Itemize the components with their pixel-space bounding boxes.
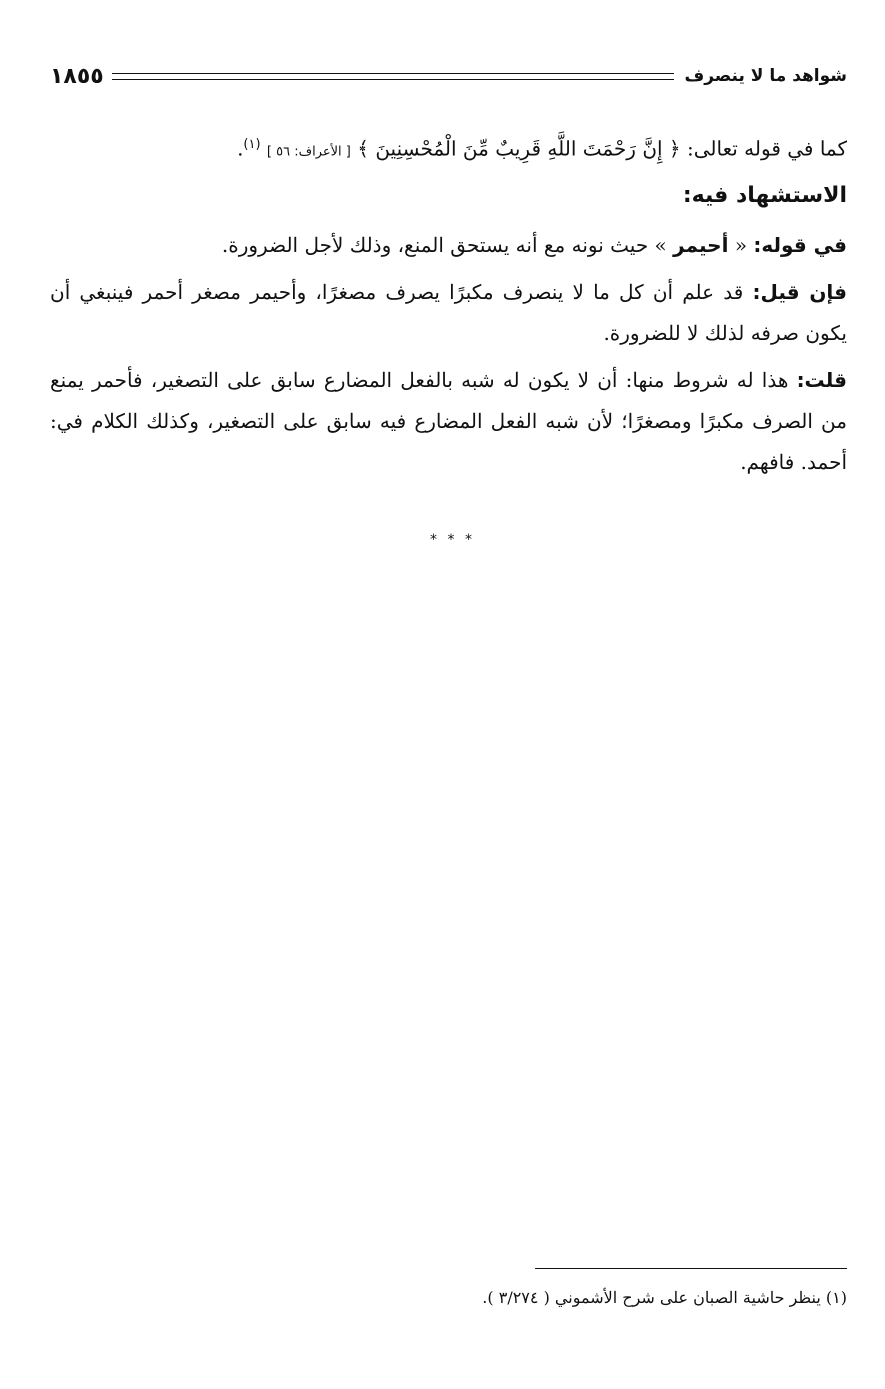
cited-word: أحيمر (673, 232, 729, 257)
paragraph-2-text: قد علم أن كل ما لا ينصرف مكبرًا يصرف مصغرًا، وأحيمر مصغر أحمر فينبغي أن يكون صرفه لذلك لا للضرورة. (50, 279, 847, 345)
main-text (50, 124, 847, 489)
section-heading: الاستشهاد فيه: (682, 182, 847, 208)
footnote-marker: (١) (243, 137, 261, 152)
ornate-bracket-close: ﴾ (357, 136, 369, 161)
running-title: شواهد ما لا ينصرف (684, 66, 847, 86)
surah-reference: [ الأعراف: ٥٦ ] (266, 144, 351, 160)
quote-intro: كما في قوله تعالى: (687, 136, 847, 161)
header-double-rule (112, 73, 675, 80)
footnote-number: (١) (825, 1288, 847, 1307)
paragraph-1-text: حيث نونه مع أنه يستحق المنع، وذلك لأجل الضرورة. (221, 232, 649, 257)
quote-end: . (237, 136, 244, 161)
close-guillemet: » (654, 232, 667, 257)
quran-quote-line (50, 124, 847, 173)
paragraph-3 (50, 360, 847, 483)
paragraph-3-lead: قلت: (796, 367, 847, 392)
quran-verse: إِنَّ رَحْمَتَ اللَّهِ قَرِيبٌ مِّنَ الْمُحْسِنِينَ (375, 136, 663, 161)
footnote-text: ينظر حاشية الصبان على شرح الأشموني ( ٣/٢٧٤ ). (482, 1288, 821, 1307)
footnote (50, 1284, 847, 1312)
paragraph-1-lead: في قوله: (753, 232, 847, 257)
footnote-rule (535, 1268, 847, 1269)
running-header (50, 58, 847, 94)
section-separator: * * * (430, 532, 475, 548)
ornate-bracket-open: ﴿ (668, 136, 681, 161)
open-guillemet: « (734, 232, 748, 257)
paragraph-3-text: هذا له شروط منها: أن لا يكون له شبه بالفعل المضارع سابق على التصغير، فأحمر يمنع من الصرف مكبرًا ومصغرًا؛ لأن شبه الفعل المضارع فيه سابق على التصغير، وكذلك الكلام في: أحمد. فافهم. (50, 367, 847, 474)
paragraph-2 (50, 272, 847, 354)
paragraph-2-lead: فإن قيل: (752, 279, 848, 304)
paragraph-1 (50, 225, 847, 266)
page-number: ١٨٥٥ (50, 63, 104, 89)
